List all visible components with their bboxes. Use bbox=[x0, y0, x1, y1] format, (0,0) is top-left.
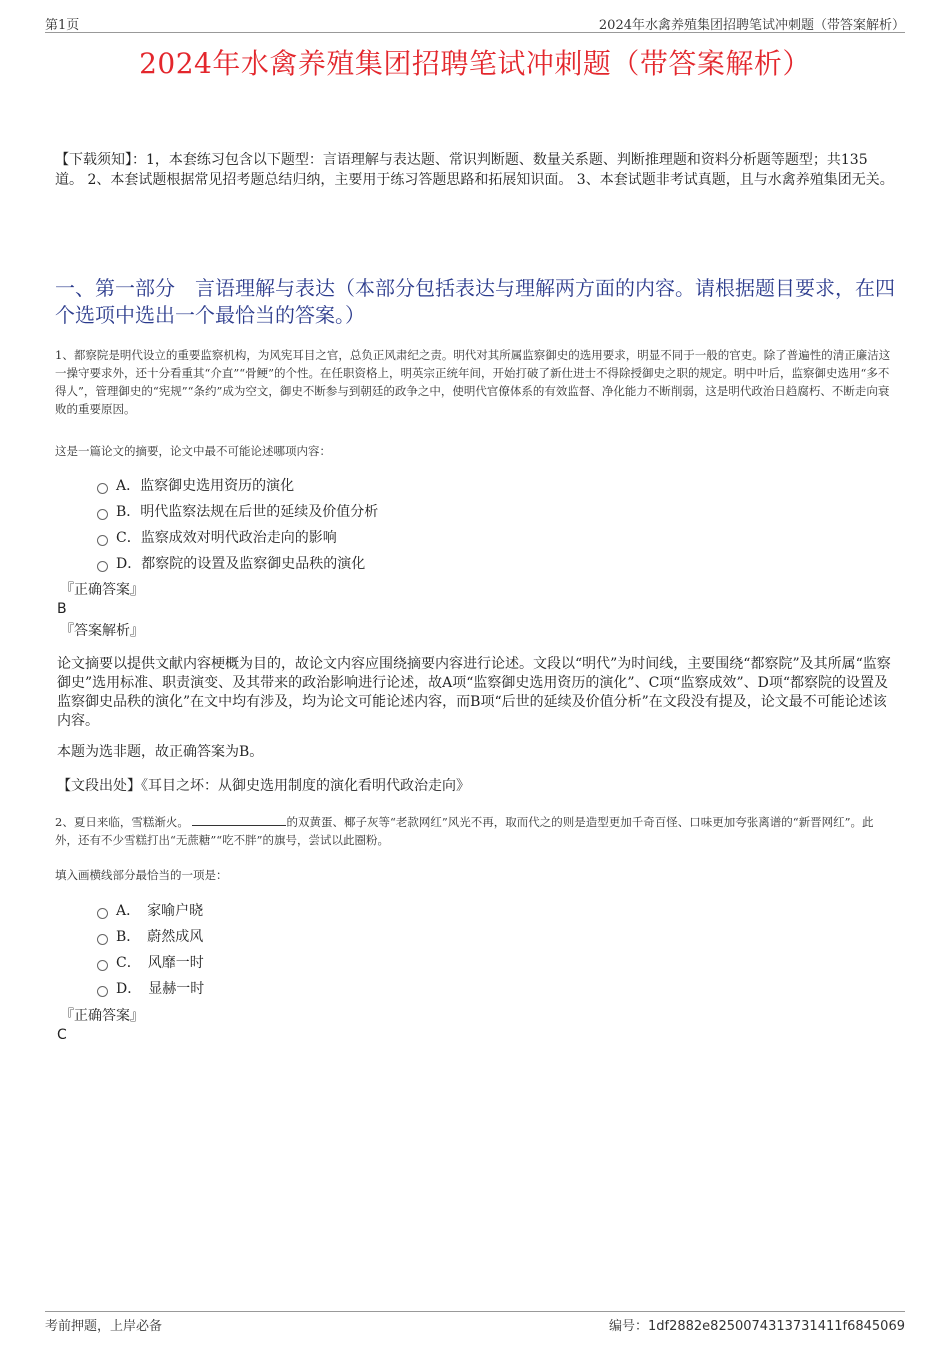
q2-option-c[interactable]: C． 风靡一时 bbox=[97, 950, 204, 976]
q2-option-b[interactable]: B． 蔚然成风 bbox=[97, 924, 204, 950]
footer-code: 编号：1df2882e825007431373141​1f6845069 bbox=[608, 1319, 905, 1334]
fill-blank bbox=[192, 813, 286, 826]
q2-option-a[interactable]: A． 家喻户晓 bbox=[97, 898, 204, 924]
q1-options bbox=[97, 473, 378, 577]
page-footer bbox=[45, 1311, 905, 1334]
page-header bbox=[45, 12, 905, 33]
q1-analysis: 论文摘要以提供文献内容梗概为目的，故论文内容应围绕摘要内容进行论述。文段以“明代”为时间线，主要围绕“都察院”及其所属“监察御史”选用标准、职责演变、及其带来的政治影响进行论述，故A项“监察御史选用资历的演化”、C项“监察成效”、D项“都察院的设置及监察御史品秩的演化”在文中均有涉及，均为论文可能论述内容，而B项“后世的延续及价值分析”在文段没有提及，论文最不可能论述该内容。 bbox=[57, 656, 891, 729]
q1-option-c[interactable]: C．监察成效对明代政治走向的影响 bbox=[97, 525, 378, 551]
radio-icon[interactable] bbox=[97, 561, 108, 572]
q1-source: 【文段出处】《耳目之坏：从御史选用制度的演化看明代政治走向》 bbox=[57, 778, 470, 794]
radio-icon[interactable] bbox=[97, 908, 108, 919]
footer-slogan: 考前押题，上岸必备 bbox=[45, 1319, 163, 1334]
header-doc-title: 2024年水禽养殖集团招聘笔试冲刺题（带答案解析） bbox=[598, 18, 905, 33]
q1-option-d[interactable]: D．都察院的设置及监察御史品秩的演化 bbox=[97, 551, 378, 577]
download-notice: 【下载须知】：1，本套练习包含以下题型：言语理解与表达题、常识判断题、数量关系题、判断推理题和资料分析题等题型；共135道。 2、本套试题根据常见招考题总结归纳，主要用于练习答题思路和拓展知识面。 3、本套试题非考试真题，且与水禽养殖集团无关。 bbox=[55, 152, 894, 188]
q2-correct-label: 『正确答案』 bbox=[60, 1008, 144, 1024]
radio-icon[interactable] bbox=[97, 960, 108, 971]
q2-option-d[interactable]: D． 显赫一时 bbox=[97, 976, 204, 1002]
page-number: 第1页 bbox=[45, 18, 80, 33]
q1-conclusion: 本题为选非题，故正确答案为B。 bbox=[57, 744, 264, 760]
q2-question: 填入画横线部分最恰当的一项是： bbox=[55, 868, 228, 882]
q1-question: 这是一篇论文的摘要，论文中最不可能论述哪项内容： bbox=[55, 444, 331, 458]
radio-icon[interactable] bbox=[97, 509, 108, 520]
q2-stem: 2、夏日来临，雪糕渐火。 的双黄蛋、椰子灰等“老款网红”风光不再，取而代之的则是造型更加千奇百怪、口味更加夸张离谱的“新晋网红”。此外，还有不少雪糕打出“无蔗糖”“吃不胖”的旗号，尝试以此圈粉。 bbox=[55, 815, 874, 847]
radio-icon[interactable] bbox=[97, 934, 108, 945]
radio-icon[interactable] bbox=[97, 535, 108, 546]
q2-options bbox=[97, 898, 204, 1002]
section-heading: 一、第一部分 言语理解与表达（本部分包括表达与理解两方面的内容。请根据题目要求，在四个选项中选出一个最恰当的答案。） bbox=[55, 276, 895, 327]
radio-icon[interactable] bbox=[97, 986, 108, 997]
q1-option-a[interactable]: A．监察御史选用资历的演化 bbox=[97, 473, 378, 499]
q1-correct-label: 『正确答案』 bbox=[60, 582, 144, 598]
q1-option-b[interactable]: B．明代监察法规在后世的延续及价值分析 bbox=[97, 499, 378, 525]
radio-icon[interactable] bbox=[97, 483, 108, 494]
q1-stem: 1、都察院是明代设立的重要监察机构，为风宪耳目之官，总负正风肃纪之责。明代对其所属监察御史的选用要求，明显不同于一般的官吏。除了普遍性的清正廉洁这一操守要求外，还十分看重其“介直”“骨鲠”的个性。在任职资格上，明英宗正统年间，开始打破了新仕进士不得除授御史之职的规定。明中叶后，监察御史选用“多不得人”，管理御史的“宪规”“条约”成为空文，御史不断参与到朝廷的政争之中，使明代官僚体系的有效监督、净化能力不断削弱，这是明代政治日趋腐朽、不断走向衰败的重要原因。 bbox=[55, 348, 891, 416]
q1-correct-answer: B bbox=[57, 601, 67, 617]
q2-correct-answer: C bbox=[57, 1027, 67, 1043]
document-title: 2024年水禽养殖集团招聘笔试冲刺题（带答案解析） bbox=[139, 47, 811, 80]
q1-analysis-label: 『答案解析』 bbox=[60, 623, 144, 639]
